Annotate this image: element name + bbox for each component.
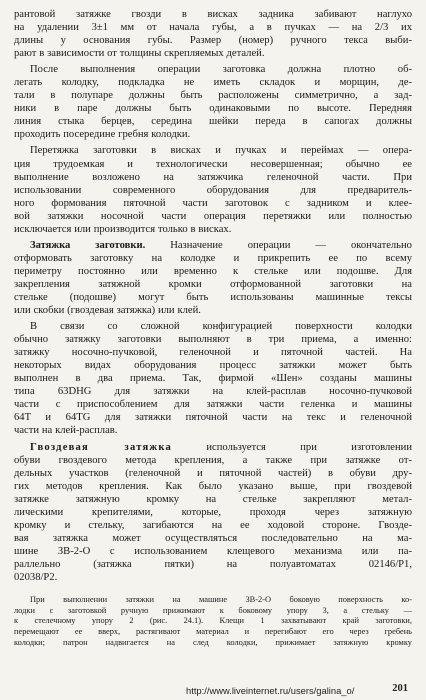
text-line: ция трудоемкая и технологически несовершенная; обычно ее: [14, 158, 412, 170]
text-line: типа 63DHG для затяжки на клей-расплав носочно-пучковой: [14, 386, 412, 398]
footnote-line: При выполнении затяжки на машине ЗВ-2-О боковую поверхность ко-: [30, 595, 412, 605]
text-line: ники в паре должны быть одинаковыми по высоте. Передняя: [14, 103, 412, 115]
footnote-line: к стелечному упору 2 (рис. 24.1). Клещи 1 захватывают край заготовки,: [14, 616, 412, 626]
text-line: 64T и 64TG для затяжки пяточной части на текс и геленочной: [14, 412, 412, 424]
footnote-line: перемещают ее вверх, растягивают материал и перегибают его через гребень: [14, 627, 412, 637]
text-line: вая затяжка может осуществляться последовательно на ма-: [14, 532, 412, 544]
text-line: обычно затяжку заготовки выполняют в три приема, а именно:: [14, 334, 412, 346]
text-line: закрепления затяжной кромки отформованной заготовки на: [14, 278, 412, 290]
text-line: В связи со сложной конфигурацией поверхности колодки: [30, 321, 412, 333]
text-line: длины у основания губы. Размер (номер) ручного текса выби-: [14, 35, 412, 47]
text-line: стельке (подошве) могут быть использованы машинные тексы: [14, 291, 412, 303]
text-line: рают в зависимости от толщины скрепляемых деталей.: [14, 48, 265, 60]
text-line: раллельно (затяжка пятки) на полуавтоматах 02146/Р1,: [14, 558, 412, 570]
page-footer: [14, 683, 412, 697]
footnote-line: колодки; патрон надвигается на след колодки, прижимает затяжную кромку: [14, 637, 412, 647]
text-line: использовании современного оборудования для предваритель-: [14, 184, 412, 196]
text-line: периметру постоянно или временно к стельке или подошве. Для: [14, 265, 412, 277]
text-line: тали в полупаре должны быть расположены симметрично, а зад-: [14, 90, 412, 102]
text-line: или скобки (гвоздевая затяжка) или клей.: [14, 305, 201, 317]
text-line: Перетяжка заготовки в висках и пучках и переймах — опера-: [30, 145, 412, 157]
text-line: затяжку носочно-пучковой, геленочной и пяточной частей. На: [14, 347, 412, 359]
paragraph: [14, 441, 412, 585]
text-line: вой затяжки носочной части операция перетяжки или полностью: [14, 210, 412, 222]
paragraph: [14, 144, 412, 235]
text-line: легать колодку, подкладка не иметь складок и морщин, де-: [14, 77, 412, 89]
text-line: отформовать заготовку на колодке и прикрепить ее по всему: [14, 252, 412, 264]
text-line: выполнен в два приема. Так, фирмой «Шен» созданы машины: [14, 373, 412, 385]
source-url[interactable]: http://www.liveinternet.ru/users/galina_o/: [186, 685, 355, 696]
text-line: Гвоздевая затяжка используется при изготовлении: [30, 441, 413, 453]
text-line: дельных участков (геленочной и пяточной частей) в обуви дру-: [14, 467, 412, 479]
text-line: лическими крепителями, которые, проходя через затяжную: [14, 506, 412, 518]
text-line: гих методов крепления. Как было указано выше, при гвоздевой: [14, 480, 412, 492]
paragraph: [14, 8, 412, 60]
text-line: После выполнения операции заготовка должна плотно об-: [30, 64, 412, 76]
page-body: [14, 8, 412, 649]
text-line: части на клей-расплав.: [14, 425, 118, 437]
footnote: [14, 595, 412, 649]
text-line: линия стыка берцев, середина шейки переда в сапогах должны: [14, 116, 412, 128]
text-line: Затяжка заготовки. Назначение операции — окончательно: [30, 239, 412, 251]
text-line: обуви гвоздевого метода крепления, а также при затяжке от-: [14, 454, 412, 466]
footnote-line: лодки с заготовкой ручную прижимают к боковому упору 3, а стельку —: [14, 605, 412, 615]
text-line: 02038/Р2.: [14, 571, 58, 583]
text-line: исключается или производится только в висках.: [14, 223, 232, 235]
text-line: выполнение возложено на затяжчика геленочной части. При: [14, 171, 412, 183]
text-line: некоторых видах оборудования процесс затяжки может быть: [14, 360, 412, 372]
text-content: [14, 8, 412, 649]
text-line: на удалении 3±1 мм от начала губы, а в пучках — на 2/3 их: [14, 22, 412, 34]
text-line: проходить посередине гребня колодки.: [14, 129, 191, 141]
paragraph: [14, 320, 412, 437]
text-line: ного формования пяточной части заготовок с задником и клее-: [14, 197, 412, 209]
text-line: шине ЗВ-2-О с использованием клещевого механизма или па-: [14, 545, 412, 557]
text-line: рантовой затяжке гвозди в висках задника забивают наглухо: [14, 9, 412, 20]
text-line: части с приспособлением для затяжки части геленка и машины: [14, 399, 412, 411]
page-number: 201: [392, 683, 408, 694]
text-line: кромку и стельку, загибаются на ее ходовой стороне. Гвозде-: [14, 519, 412, 531]
text-line: затяжке затяжную кромку на стельке закрепляют метал-: [14, 493, 412, 505]
run-in-heading: Затяжка заготовки.: [30, 239, 146, 251]
paragraph: [14, 239, 412, 317]
run-in-heading: Гвоздевая затяжка: [30, 441, 172, 453]
paragraph: [14, 63, 412, 141]
